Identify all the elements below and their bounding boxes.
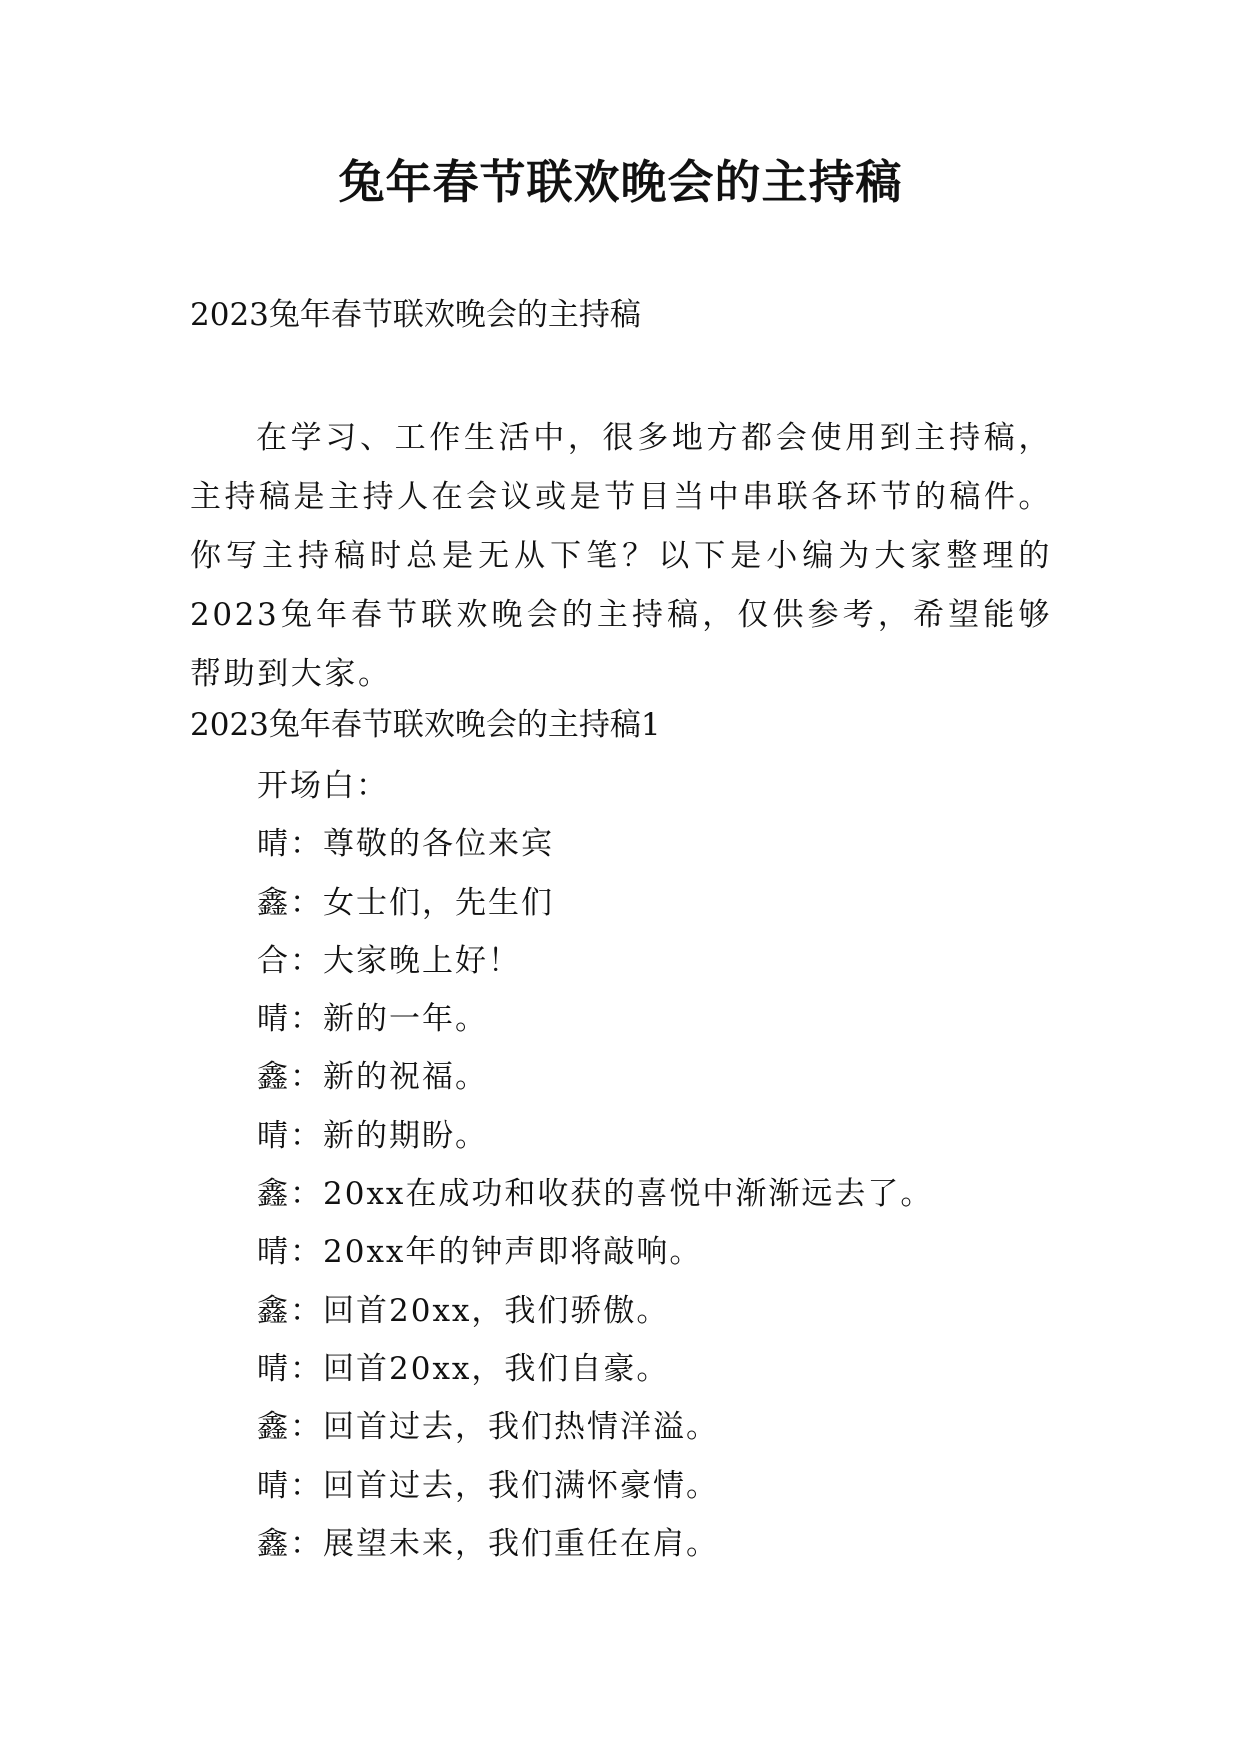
dialogue-line: 合：大家晚上好！ bbox=[257, 942, 521, 979]
document-subtitle: 2023兔年春节联欢晚会的主持稿 bbox=[190, 297, 641, 333]
intro-paragraph: 在学习、工作生活中，很多地方都会使用到主持稿，主持稿是主持人在会议或是节目当中串联各环节的稿件。你写主持稿时总是无从下笔？以下是小编为大家整理的2023兔年春节联欢晚会的主持稿，仅供参考，希望能够帮助到大家。 bbox=[190, 420, 1052, 692]
dialogue-line: 鑫：女士们，先生们 bbox=[257, 884, 554, 921]
dialogue-line: 开场白： bbox=[257, 768, 389, 804]
document-title: 兔年春节联欢晚会的主持稿 bbox=[338, 155, 903, 209]
section-heading: 2023兔年春节联欢晚会的主持稿1 bbox=[190, 707, 661, 743]
dialogue-line: 晴：回首20xx，我们自豪。 bbox=[257, 1350, 670, 1387]
dialogue-line: 鑫：新的祝福。 bbox=[257, 1059, 488, 1096]
dialogue-line: 晴：20xx年的钟声即将敲响。 bbox=[257, 1234, 703, 1271]
dialogue-line: 鑫：回首20xx，我们骄傲。 bbox=[257, 1292, 670, 1329]
dialogue-list bbox=[257, 757, 933, 1573]
dialogue-line: 鑫：20xx在成功和收获的喜悦中渐渐远去了。 bbox=[257, 1176, 934, 1213]
dialogue-line: 晴：新的期盼。 bbox=[257, 1117, 488, 1154]
dialogue-line: 晴：回首过去，我们满怀豪情。 bbox=[257, 1467, 719, 1504]
dialogue-line: 晴：新的一年。 bbox=[257, 1001, 488, 1038]
dialogue-line: 鑫：展望未来，我们重任在肩。 bbox=[257, 1525, 719, 1562]
dialogue-line: 晴：尊敬的各位来宾 bbox=[257, 826, 554, 863]
dialogue-line: 鑫：回首过去，我们热情洋溢。 bbox=[257, 1409, 719, 1446]
